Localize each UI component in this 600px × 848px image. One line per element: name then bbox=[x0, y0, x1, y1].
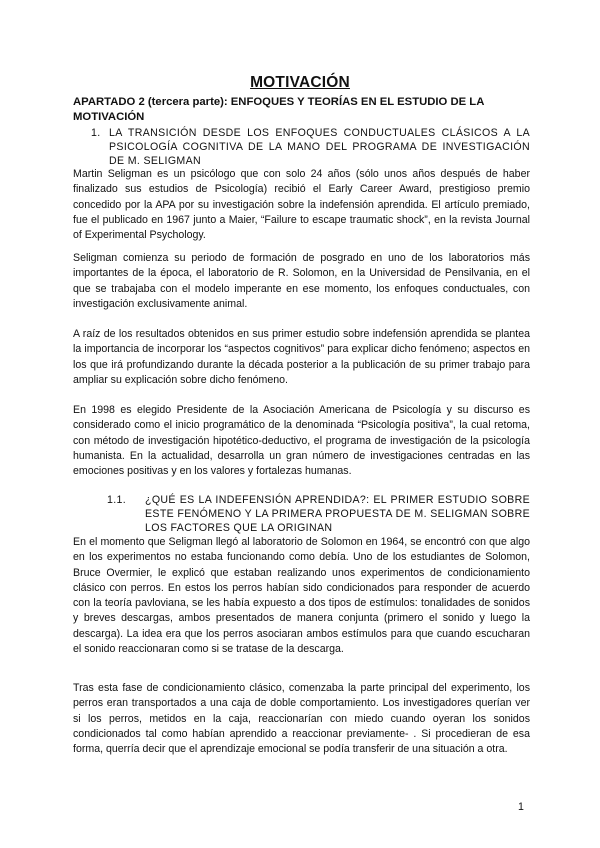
section-heading-text: ¿QUÉ ES LA INDEFENSIÓN APRENDIDA?: EL PRIMER ESTUDIO SOBRE ESTE FENÓMENO Y LA PRIMERA PROPUESTA DE M. SELIGMAN SOBRE LOS FACTORES QUE LA ORIGINAN bbox=[145, 494, 530, 535]
page-number: 1 bbox=[518, 801, 524, 813]
section-number: 1.1. bbox=[107, 494, 127, 506]
section-number: 1. bbox=[91, 127, 101, 139]
section-heading-text: LA TRANSICIÓN DESDE LOS ENFOQUES CONDUCTUALES CLÁSICOS A LA PSICOLOGÍA COGNITIVA DE LA MANO DEL PROGRAMA DE INVESTIGACIÓN DE M. SELIGMAN bbox=[109, 127, 530, 168]
paragraph: A raíz de los resultados obtenidos en sus primer estudio sobre indefensión aprendida se plantea la importancia de incorporar los “aspectos cognitivos” para explicar dicho fenómeno; aspectos en los que irá profundizando durante la década posterior a la publicación de su primer trabajo para ampliar su explicación sobre dicho fenómeno. bbox=[73, 328, 530, 386]
section-heading-1-1 bbox=[73, 493, 530, 536]
paragraph: Martin Seligman es un psicólogo que con solo 24 años (sólo unos años después de haber finalizado sus estudios de Psicología) recibió el Early Career Award, prestigioso premio concedido por la APA por su investigación sobre la indefensión aprendida. El artículo premiado, fue el publicado en 1967 junto a Maier, “Failure to escape traumatic shock”, en la revista Journal of Experimental Psychology. bbox=[73, 168, 530, 242]
document-title: MOTIVACIÓN bbox=[250, 74, 350, 91]
paragraph: Tras esta fase de condicionamiento clásico, comenzaba la parte principal del experimento, los perros eran transportados a una caja de doble comportamiento. Los investigadores querían ver si los perros, metidos en la caja, reaccionarían con miedo cuando oyeran los sonidos condicionados tal como habían aprendido a reaccionar previamente- . Si procedieran de esa forma, querría decir que el aprendizaje emocional se podía transferir de una situación a otra. bbox=[73, 682, 530, 756]
section-heading-1 bbox=[73, 126, 530, 169]
paragraph: Seligman comienza su periodo de formación de posgrado en uno de los laboratorios más importantes de la época, el laboratorio de R. Solomon, en la Universidad de Pensilvania, en el que se trabajaba con el modelo imperante en ese momento, los enfoques conductuales, con investigación exclusivamente animal. bbox=[73, 252, 530, 310]
section-subtitle: APARTADO 2 (tercera parte): ENFOQUES Y TEORÍAS EN EL ESTUDIO DE LA MOTIVACIÓN bbox=[73, 96, 484, 123]
paragraph: En 1998 es elegido Presidente de la Asociación Americana de Psicología y su discurso es considerado como el inicio programático de la denominada “Psicología positiva”, la cual retoma, con método de investigación hipotético-deductivo, el programa de investigación de la psicología humanista. En la actualidad, desarrolla un gran número de investigaciones centradas en las emociones positivas y en los valores y fortalezas humanas. bbox=[73, 404, 530, 478]
paragraph: En el momento que Seligman llegó al laboratorio de Solomon en 1964, se encontró con que algo en los experimentos no estaba funcionando como debía. Uno de los estudiantes de Solomon, Bruce Overmier, le explicó que estaban realizando unos experimentos de condicionamiento clásico con perros. En estos los perros habían sido condicionados para responder de acuerdo con la teoría pavloviana, se les había expuesto a dos tipos de estímulos: tonalidades de sonidos y breves descargas, ambos presentados de manera conjunta (primero el sonido y luego la descarga). La idea era que los perros asociaran ambos estímulos para que cuando escucharan el sonido reaccionaran como si se tratase de la descarga. bbox=[73, 536, 530, 656]
